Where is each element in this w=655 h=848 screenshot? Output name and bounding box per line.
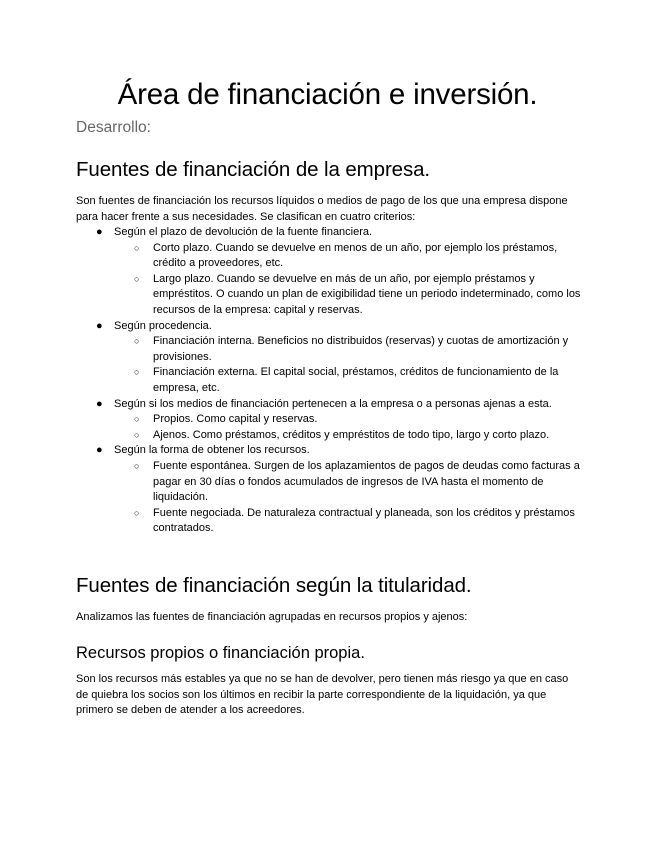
document-title: Área de financiación e inversión. — [117, 78, 538, 111]
hollow-bullet-icon: ○ — [134, 414, 140, 425]
sub-item — [114, 272, 582, 319]
sub-item — [114, 412, 582, 428]
hollow-bullet-icon: ○ — [134, 336, 140, 347]
sub-item — [114, 334, 582, 365]
sub-item-text: Fuente negociada. De naturaleza contractual y planeada, son los créditos y préstamos contratados. — [153, 506, 575, 535]
criteria-label: Según el plazo de devolución de la fuente financiera. — [114, 226, 373, 238]
sub-item-text: Fuente espontánea. Surgen de los aplazamientos de pagos de deudas como facturas a pagar en 30 días o fondos acumulados de ingresos de IVA hasta el momento de liquidación. — [153, 459, 580, 504]
subsection-heading-recursos-propios: Recursos propios o financiación propia. — [76, 644, 365, 662]
criteria-list — [76, 225, 582, 537]
sub-item-text: Ajenos. Como préstamos, créditos y empréstitos de todo tipo, largo y corto plazo. — [153, 428, 550, 441]
filled-bullet-icon: ● — [96, 444, 103, 457]
criteria-item-pertenencia — [76, 397, 582, 444]
section-intro-paragraph: Analizamos las fuentes de financiación agrupadas en recursos propios y ajenos: — [76, 611, 468, 623]
sub-item-text: Largo plazo. Cuando se devuelve en más de un año, por ejemplo préstamos y empréstitos. O cuando un plan de exigibilidad tiene un periodo indeterminado, como los recursos de la empresa: capital y reservas. — [153, 272, 581, 316]
criteria-label: Según si los medios de financiación pertenecen a la empresa o a personas ajenas a esta. — [114, 397, 552, 410]
filled-bullet-icon: ● — [96, 319, 103, 332]
hollow-bullet-icon: ○ — [134, 242, 140, 253]
sub-item — [114, 365, 582, 396]
sub-list — [114, 412, 582, 443]
filled-bullet-icon: ● — [96, 397, 103, 410]
sub-item — [114, 459, 582, 506]
hollow-bullet-icon: ○ — [134, 460, 140, 471]
section-heading-fuentes-empresa: Fuentes de financiación de la empresa. — [76, 158, 431, 181]
sub-item-text: Financiación externa. El capital social, préstamos, créditos de funcionamiento de la empresa, etc. — [153, 366, 559, 394]
sub-item-text: Corto plazo. Cuando se devuelve en menos de un año, por ejemplo los préstamos, crédito a proveedores, etc. — [153, 241, 558, 270]
sub-list — [114, 241, 582, 319]
hollow-bullet-icon: ○ — [134, 507, 140, 518]
document-subtitle: Desarrollo: — [76, 119, 151, 136]
criteria-item-procedencia — [76, 319, 582, 397]
hollow-bullet-icon: ○ — [134, 273, 140, 284]
criteria-item-plazo — [76, 225, 582, 319]
hollow-bullet-icon: ○ — [134, 367, 140, 378]
filled-bullet-icon: ● — [96, 226, 103, 238]
sub-item — [114, 506, 582, 537]
sub-item-text: Propios. Como capital y reservas. — [153, 413, 318, 426]
sub-item-text: Financiación interna. Beneficios no distribuidos (reservas) y cuotas de amortización y provisiones. — [153, 335, 569, 363]
criteria-label: Según procedencia. — [114, 319, 212, 332]
hollow-bullet-icon: ○ — [134, 429, 140, 440]
criteria-item-forma — [76, 443, 582, 537]
section-heading-titularidad: Fuentes de financiación según la titularidad. — [76, 574, 472, 597]
criteria-label: Según la forma de obtener los recursos. — [114, 444, 310, 457]
sub-item — [114, 428, 582, 444]
body-paragraph: Son los recursos más estables ya que no se han de devolver, pero tienen más riesgo ya que en caso de quiebra los socios son los últimos en recibir la parte correspondiente de la liquidación, ya que primero se deben de atender a los acreedores. — [76, 673, 569, 717]
sub-list — [114, 459, 582, 537]
sub-list — [114, 334, 582, 396]
sub-item — [114, 241, 582, 272]
section-intro-paragraph: Son fuentes de financiación los recursos líquidos o medios de pago de los que una empresa dispone para hacer frente a sus necesidades. Se clasifican en cuatro criterios: — [76, 195, 568, 223]
